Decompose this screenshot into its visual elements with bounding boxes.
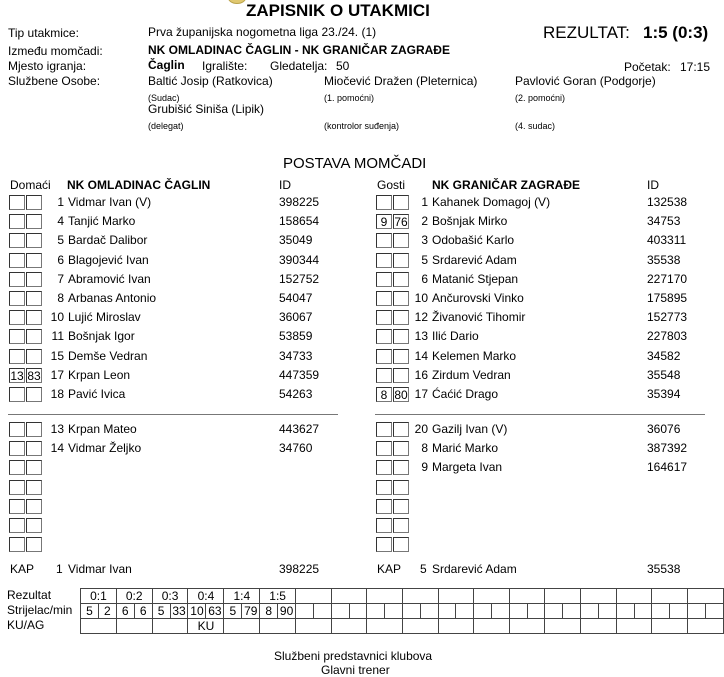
ku-cell bbox=[652, 619, 688, 634]
away-subs-box-2[interactable] bbox=[393, 499, 409, 514]
home-subs-box-1[interactable] bbox=[9, 537, 25, 552]
home-starters-box-1[interactable] bbox=[9, 272, 25, 287]
home-subs-box-1[interactable] bbox=[9, 422, 25, 437]
home-subs-box-2[interactable] bbox=[26, 499, 42, 514]
ku-cell bbox=[509, 619, 545, 634]
official-role: (2. pomoćni) bbox=[515, 93, 566, 103]
player-name: Bošnjak Mirko bbox=[432, 214, 508, 229]
player-number: 5 bbox=[421, 252, 428, 267]
player-name: Blagojević Ivan bbox=[68, 252, 149, 267]
home-subs-box-2[interactable] bbox=[26, 441, 42, 456]
player-name: Vidmar Ivan (V) bbox=[68, 195, 152, 209]
official-role: (1. pomoćni) bbox=[324, 93, 375, 103]
home-kap-label: KAP bbox=[10, 562, 35, 576]
score-cell: 0:2 bbox=[116, 589, 152, 604]
scorer-cell: 90 bbox=[278, 604, 296, 619]
away-subs-box-2[interactable] bbox=[393, 518, 409, 533]
player-number: 7 bbox=[57, 271, 64, 286]
player-id: 152752 bbox=[279, 271, 320, 286]
away-starters-box-2[interactable] bbox=[393, 349, 409, 364]
score-cell bbox=[296, 589, 332, 604]
home-starters-box-2[interactable] bbox=[26, 349, 42, 364]
score-cell bbox=[474, 589, 510, 604]
scorer-cell bbox=[670, 604, 688, 619]
player-name: Živanović Tihomir bbox=[432, 310, 526, 325]
scorer-cell bbox=[420, 604, 438, 619]
away-starters-box-1[interactable]: 8 bbox=[376, 387, 392, 402]
player-number: 6 bbox=[57, 252, 64, 267]
ku-cell bbox=[260, 619, 296, 634]
player-name: Zirdum Vedran bbox=[432, 367, 511, 382]
scorer-cell bbox=[349, 604, 367, 619]
player-name: Krpan Leon bbox=[68, 367, 131, 382]
home-starters-box-2[interactable] bbox=[26, 291, 42, 306]
away-starters-box-1[interactable] bbox=[376, 329, 392, 344]
player-number: 17 bbox=[414, 387, 428, 401]
scorer-cell: 6 bbox=[134, 604, 152, 619]
home-subs-box-2[interactable] bbox=[26, 518, 42, 533]
away-subs-box-2[interactable] bbox=[393, 460, 409, 475]
player-number: 11 bbox=[51, 329, 64, 344]
home-starters-box-1[interactable] bbox=[9, 329, 25, 344]
player-name: Marić Marko bbox=[432, 441, 499, 456]
home-subs-box-1[interactable] bbox=[9, 480, 25, 495]
away-divider bbox=[375, 414, 705, 415]
away-kap-id: 35538 bbox=[647, 562, 681, 576]
home-subs-box-2[interactable] bbox=[26, 537, 42, 552]
player-name: Margeta Ivan bbox=[432, 460, 503, 475]
ku-cell bbox=[616, 619, 652, 634]
rezultat-value: 1:5 (0:3) bbox=[643, 23, 709, 42]
document-title: ZAPISNIK O UTAKMICI bbox=[246, 1, 430, 20]
home-subs-box-2[interactable] bbox=[26, 480, 42, 495]
scorer-cell bbox=[705, 604, 723, 619]
gledatelja-value: 50 bbox=[336, 59, 350, 73]
ku-cell bbox=[152, 619, 188, 634]
ku-cell bbox=[331, 619, 367, 634]
home-starters-box-2[interactable] bbox=[26, 233, 42, 248]
footer-trener: Glavni trener bbox=[321, 663, 390, 677]
scorer-cell bbox=[687, 604, 705, 619]
away-starters-box-1[interactable] bbox=[376, 195, 392, 210]
score-cell bbox=[438, 589, 474, 604]
ku-cell bbox=[81, 619, 117, 634]
player-id: 54047 bbox=[279, 291, 313, 305]
ku-cell bbox=[687, 619, 723, 634]
home-starters-box-1[interactable] bbox=[9, 214, 25, 229]
official-name: Baltić Josip (Ratkovica) bbox=[148, 74, 273, 88]
player-id: 447359 bbox=[279, 367, 320, 382]
ku-cell: KU bbox=[188, 619, 224, 634]
player-number: 9 bbox=[421, 460, 428, 475]
away-starters-box-2[interactable] bbox=[393, 272, 409, 287]
scorer-cell bbox=[545, 604, 563, 619]
player-number: 13 bbox=[50, 422, 64, 436]
home-subs-box-2[interactable] bbox=[26, 460, 42, 475]
official-name: Pavlović Goran (Podgorje) bbox=[515, 74, 656, 88]
away-starters-box-2[interactable] bbox=[393, 195, 409, 210]
scorer-cell bbox=[296, 604, 314, 619]
away-subs-box-1[interactable] bbox=[376, 480, 392, 495]
player-name: Srdarević Adam bbox=[432, 252, 517, 267]
ku-cell bbox=[474, 619, 510, 634]
ku-cell bbox=[296, 619, 332, 634]
away-subs-box-1[interactable] bbox=[376, 499, 392, 514]
player-name: Odobašić Karlo bbox=[432, 233, 515, 248]
score-label-rezultat: Rezultat bbox=[7, 588, 52, 602]
away-starters-box-1[interactable] bbox=[376, 291, 392, 306]
player-number: 8 bbox=[421, 441, 428, 456]
player-id: 35548 bbox=[647, 367, 681, 382]
player-number: 1 bbox=[57, 195, 64, 209]
player-id: 34760 bbox=[279, 441, 313, 456]
home-starters-box-2[interactable] bbox=[26, 329, 42, 344]
player-number: 8 bbox=[57, 291, 64, 305]
home-kap-id: 398225 bbox=[279, 562, 320, 576]
away-team-name: NK GRANIČAR ZAGRAĐE bbox=[432, 178, 580, 192]
official-name: Miočević Dražen (Pleternica) bbox=[324, 74, 478, 88]
scorer-cell bbox=[367, 604, 385, 619]
home-kap-name: Vidmar Ivan bbox=[68, 562, 132, 576]
player-number: 10 bbox=[50, 310, 64, 325]
home-label: Domaći bbox=[10, 178, 51, 192]
scorer-cell: 2 bbox=[98, 604, 116, 619]
scorer-cell bbox=[616, 604, 634, 619]
scorer-cell bbox=[509, 604, 527, 619]
score-cell: 1:5 bbox=[260, 589, 296, 604]
home-starters-box-2[interactable] bbox=[26, 214, 42, 229]
ku-cell bbox=[402, 619, 438, 634]
player-number: 20 bbox=[414, 422, 428, 436]
away-starters-box-2[interactable] bbox=[393, 291, 409, 306]
scorer-cell bbox=[527, 604, 545, 619]
away-kap-name: Srdarević Adam bbox=[432, 562, 517, 576]
away-kap-num: 5 bbox=[420, 562, 427, 576]
ku-cell bbox=[116, 619, 152, 634]
scorer-cell bbox=[438, 604, 456, 619]
home-id-header: ID bbox=[279, 178, 291, 192]
scorer-cell: 63 bbox=[206, 604, 224, 619]
score-cell bbox=[331, 589, 367, 604]
official-role: (delegat) bbox=[148, 121, 184, 131]
home-starters-box-2[interactable] bbox=[26, 195, 42, 210]
izmedu-label: Između momčadi: bbox=[8, 44, 103, 58]
away-starters-box-2[interactable] bbox=[393, 329, 409, 344]
player-number: 17 bbox=[50, 367, 64, 382]
score-cell bbox=[367, 589, 403, 604]
player-number: 3 bbox=[421, 233, 428, 248]
player-id: 403311 bbox=[647, 233, 687, 248]
player-id: 34753 bbox=[647, 214, 681, 229]
scorer-cell: 5 bbox=[81, 604, 99, 619]
player-name: Ilić Dario bbox=[432, 329, 479, 344]
player-number: 6 bbox=[421, 271, 428, 286]
player-name: Kelemen Marko bbox=[432, 348, 517, 363]
player-id: 227170 bbox=[647, 271, 688, 286]
tip-label: Tip utakmice: bbox=[8, 26, 79, 40]
score-cell bbox=[402, 589, 438, 604]
footer-predstavnici: Službeni predstavnici klubova bbox=[274, 649, 433, 663]
home-subs-box-1[interactable] bbox=[9, 518, 25, 533]
player-id: 398225 bbox=[279, 195, 320, 209]
away-starters-box-1[interactable] bbox=[376, 272, 392, 287]
player-name: Ćaćić Drago bbox=[432, 387, 499, 401]
home-starters-box-2[interactable] bbox=[26, 310, 42, 325]
score-label-strijelac: Strijelac/min bbox=[7, 603, 73, 617]
score-cell: 0:1 bbox=[81, 589, 117, 604]
player-number: 2 bbox=[421, 214, 428, 229]
player-id: 35394 bbox=[647, 387, 681, 401]
away-starters-box-2[interactable] bbox=[393, 253, 409, 268]
away-subs-box-1[interactable] bbox=[376, 460, 392, 475]
scorer-cell bbox=[598, 604, 616, 619]
player-number: 18 bbox=[50, 387, 64, 401]
score-cell bbox=[509, 589, 545, 604]
away-subs-box-2[interactable] bbox=[393, 422, 409, 437]
away-starters-box-1[interactable] bbox=[376, 253, 392, 268]
sluzbene-label: Službene Osobe: bbox=[8, 74, 101, 88]
away-subs-box-2[interactable] bbox=[393, 441, 409, 456]
player-id: 36076 bbox=[647, 422, 681, 436]
player-number: 12 bbox=[414, 310, 428, 325]
player-id: 34733 bbox=[279, 348, 313, 363]
player-number: 14 bbox=[414, 348, 428, 363]
izmedu-value: NK OMLADINAC ČAGLIN - NK GRANIČAR ZAGRAĐE bbox=[148, 43, 450, 57]
away-subs-box-1[interactable] bbox=[376, 518, 392, 533]
player-id: 34582 bbox=[647, 348, 681, 363]
scorer-cell: 6 bbox=[116, 604, 134, 619]
scorer-cell bbox=[652, 604, 670, 619]
scorer-cell bbox=[313, 604, 331, 619]
player-name: Matanić Stjepan bbox=[432, 271, 519, 286]
scorer-cell bbox=[331, 604, 349, 619]
home-starters-box-1[interactable] bbox=[9, 253, 25, 268]
away-subs-box-1[interactable] bbox=[376, 422, 392, 437]
home-starters-box-1[interactable] bbox=[9, 291, 25, 306]
score-cell bbox=[581, 589, 617, 604]
igraliste-label: Igralište: bbox=[202, 59, 248, 73]
ku-cell bbox=[367, 619, 403, 634]
official-role: (4. sudac) bbox=[515, 121, 556, 131]
player-id: 175895 bbox=[647, 291, 688, 305]
postava-title: POSTAVA MOMČADI bbox=[283, 155, 427, 172]
home-starters-box-2[interactable] bbox=[26, 253, 42, 268]
player-id: 132538 bbox=[647, 195, 688, 209]
home-starters-box-1[interactable] bbox=[9, 233, 25, 248]
scorer-cell bbox=[563, 604, 581, 619]
away-starters-box-2[interactable] bbox=[393, 233, 409, 248]
scorer-cell: 5 bbox=[152, 604, 170, 619]
player-name: Lujić Miroslav bbox=[68, 310, 141, 325]
away-starters-box-2[interactable] bbox=[393, 310, 409, 325]
scorer-cell: 79 bbox=[242, 604, 260, 619]
player-name: Gazilj Ivan (V) bbox=[432, 422, 508, 436]
player-number: 16 bbox=[414, 367, 428, 382]
away-starters-box-1[interactable] bbox=[376, 310, 392, 325]
player-name: Vidmar Željko bbox=[68, 441, 142, 456]
player-id: 54263 bbox=[279, 387, 313, 401]
away-subs-box-2[interactable] bbox=[393, 480, 409, 495]
score-cell bbox=[652, 589, 688, 604]
player-id: 443627 bbox=[279, 422, 320, 436]
scorer-cell: 10 bbox=[188, 604, 206, 619]
player-id: 35538 bbox=[647, 252, 681, 267]
home-starters-box-2[interactable] bbox=[26, 387, 42, 402]
away-subs-box-1[interactable] bbox=[376, 441, 392, 456]
home-starters-box-2[interactable] bbox=[26, 272, 42, 287]
home-subs-box-2[interactable] bbox=[26, 422, 42, 437]
player-id: 53859 bbox=[279, 329, 313, 344]
score-cell: 0:4 bbox=[188, 589, 224, 604]
score-cell: 0:3 bbox=[152, 589, 188, 604]
home-starters-box-1[interactable] bbox=[9, 349, 25, 364]
ku-cell bbox=[438, 619, 474, 634]
rezultat-label: REZULTAT: bbox=[543, 23, 630, 42]
away-subs-box-2[interactable] bbox=[393, 537, 409, 552]
mjesto-value: Čaglin bbox=[148, 58, 185, 72]
score-table bbox=[80, 588, 724, 634]
player-id: 36067 bbox=[279, 310, 313, 325]
ku-cell bbox=[545, 619, 581, 634]
away-subs-box-1[interactable] bbox=[376, 537, 392, 552]
gledatelja-label: Gledatelja: bbox=[270, 59, 328, 73]
player-name: Kahanek Domagoj (V) bbox=[432, 195, 551, 209]
player-number: 5 bbox=[57, 233, 64, 248]
scorer-cell bbox=[456, 604, 474, 619]
player-name: Bošnjak Igor bbox=[68, 329, 135, 344]
player-number: 13 bbox=[414, 329, 428, 344]
ku-cell bbox=[224, 619, 260, 634]
scorer-cell bbox=[634, 604, 652, 619]
home-starters-box-1[interactable] bbox=[9, 310, 25, 325]
home-team-name: NK OMLADINAC ČAGLIN bbox=[67, 178, 211, 192]
player-name: Krpan Mateo bbox=[68, 422, 137, 436]
player-number: 15 bbox=[50, 348, 64, 363]
player-id: 152773 bbox=[647, 310, 688, 325]
player-id: 387392 bbox=[647, 441, 688, 456]
away-starters-box-1[interactable] bbox=[376, 349, 392, 364]
player-name: Demše Vedran bbox=[68, 348, 148, 363]
pocetak-value: 17:15 bbox=[680, 60, 711, 74]
scorer-cell bbox=[385, 604, 403, 619]
scorer-cell bbox=[402, 604, 420, 619]
score-label-ku: KU/AG bbox=[7, 618, 45, 632]
away-starters-box-2[interactable]: 80 bbox=[394, 388, 408, 402]
away-id-header: ID bbox=[647, 178, 659, 192]
player-name: Tanjić Marko bbox=[68, 214, 136, 229]
scorer-cell: 5 bbox=[224, 604, 242, 619]
score-cell bbox=[616, 589, 652, 604]
mjesto-label: Mjesto igranja: bbox=[8, 59, 87, 73]
official-role: (Sudac) bbox=[148, 93, 180, 103]
home-starters-box-2[interactable]: 83 bbox=[27, 368, 41, 383]
home-subs-box-1[interactable] bbox=[9, 460, 25, 475]
player-number: 4 bbox=[57, 214, 64, 229]
player-number: 14 bbox=[50, 441, 64, 456]
home-starters-box-1[interactable] bbox=[9, 195, 25, 210]
player-id: 390344 bbox=[279, 252, 320, 267]
tip-value: Prva županijska nogometna liga 23./24. (1) bbox=[148, 25, 377, 39]
away-starters-box-1[interactable]: 9 bbox=[376, 214, 392, 229]
player-name: Arbanas Antonio bbox=[68, 291, 157, 305]
score-cell bbox=[545, 589, 581, 604]
away-label: Gosti bbox=[377, 178, 406, 192]
player-name: Ančurovski Vinko bbox=[432, 291, 524, 305]
player-number: 10 bbox=[414, 291, 428, 305]
scorer-cell bbox=[474, 604, 492, 619]
player-name: Pavić Ivica bbox=[68, 387, 126, 401]
away-starters-box-1[interactable] bbox=[376, 368, 392, 383]
pocetak-label: Početak: bbox=[624, 60, 671, 74]
home-divider bbox=[8, 414, 338, 415]
scorer-cell: 8 bbox=[260, 604, 278, 619]
scorer-cell: 33 bbox=[170, 604, 188, 619]
official-role: (kontrolor suđenja) bbox=[324, 121, 400, 131]
home-subs-box-1[interactable] bbox=[9, 441, 25, 456]
home-kap-num: 1 bbox=[56, 562, 63, 576]
home-starters-box-1[interactable] bbox=[9, 387, 25, 402]
player-name: Bardač Dalibor bbox=[68, 233, 148, 248]
away-starters-box-1[interactable] bbox=[376, 233, 392, 248]
player-name: Abramović Ivan bbox=[68, 271, 151, 286]
score-cell bbox=[687, 589, 723, 604]
scorer-cell bbox=[492, 604, 510, 619]
score-cell: 1:4 bbox=[224, 589, 260, 604]
scorer-cell bbox=[581, 604, 599, 619]
player-id: 35049 bbox=[279, 233, 313, 248]
player-id: 164617 bbox=[647, 460, 688, 475]
player-number: 1 bbox=[421, 195, 428, 209]
player-id: 158654 bbox=[279, 214, 320, 229]
away-kap-label: KAP bbox=[377, 562, 402, 576]
logo-emblem bbox=[228, 0, 246, 4]
player-id: 227803 bbox=[647, 329, 688, 344]
away-starters-box-2[interactable]: 76 bbox=[394, 215, 408, 230]
home-subs-box-1[interactable] bbox=[9, 499, 25, 514]
ku-cell bbox=[581, 619, 617, 634]
away-starters-box-2[interactable] bbox=[393, 368, 409, 383]
official-name: Grubišić Siniša (Lipik) bbox=[148, 102, 265, 116]
home-starters-box-1[interactable]: 13 bbox=[10, 368, 24, 383]
